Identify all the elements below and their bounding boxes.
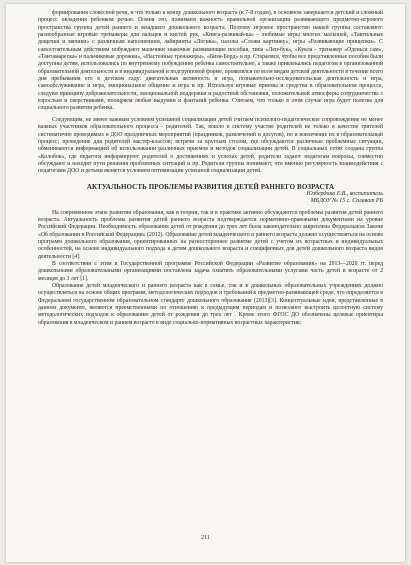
body-paragraph: Образование детей младенческого и раннего возраста как в семье, так и в дошкольных образовательных учреждениях должно осуществляться на основе общих программ, методологических подходов и требований к предметно-развивающей среде, что определяется в Федеральном государственном образовательном стандарте дошкольного образования (2013)[3]. Концептуальные идеи, представленные в данном документе, являются преемственными по отношению к предыдущим периодам и позволяют выстроить целостную систему методологических подходов к образованию детей от рождения до трех лет . Кроме этого ФГОС ДО обозначены целевые ориентиры образования в младенческом и раннем возрасте в виде социально-нормативных возрастных характеристик: [38,283,383,326]
page-content [38,10,383,327]
body-paragraph: На современном этапе развития образования, как в теории, так и в практике активно обсуждаются проблемы развития детей раннего возраста. Актуальность проблемы развития детей раннего возраста подтверждается нормативно-правовыми документами на уровне Российской Федерации. Необходимость образования детей от рождения до трех лет была законодательно закреплена Федеральном Законе «Об образовании в Российской Федерации» (2012). Образование детей младенческого и раннего возраста должно осуществляться на основе программ дошкольного образования, ориентированных на разностороннее развитие детей с учетом их возрастных и индивидуальных особенностей, на основе индивидуального подхода к детям дошкольного возраста и специфичных для детей дошкольного возраста видов деятельности [4]. [38,209,383,260]
article-organization: МБДОУ № 15 с. Салават РБ [310,198,383,205]
body-paragraph: Следующим, не менее важным условием успешной социализации детей считаем психолого-педагогическое сопровождение не менее важных участников образовательного процесса - родителей. Так, вошло в систему участие родителей не только в качестве зрителей систематично проводимых в ДОО праздничных мероприятий (праздников, развлечений и досугов), но и вовлечение их в образовательный процесс; проведение для родителей мастер-классов; встречи за круглым столом, где обсуждаются различные проблемные ситуации, обмениваются информацией об использовании различных приемов и методов социализации детей. В социальных сетях создана группа «Колобок», где педагоги информируют родителей о достижениях и успехах детей, родители задают педагогам вопросы, совместно обсуждают и находят пути решения проблемных ситуаций и пр. Родители группы понимают, что именно регулярность взаимодействия с педагогами ДОО и детьми является условием оптимизации успешной социализации детей. [38,116,383,175]
body-paragraph: формирования словесной речи, и что только к концу дошкольного возраста (к 7-8 годам), в основном завершается детский и сложный процесс овладения ребенком речью. Помня это, понимаем важность правильной организации развивающего предметно-игрового пространства группы детей раннего и младшего дошкольного возраста. Поэтому игровое пространство нашей группы составляют: разнообразные игровые тренажеры для пальцев и кистей рук, «Книга-развивай-ка» - любимые игры многих малышей, «Тактильные дощечки и мячики» с различным наполнением, лабиринты «Логика», паззлы «Сложи картинку», игры «Развивающие прищепки». С самостоятельным действиям побуждают мальчики знакомые развивающие пособия, типа «Леп-бук», «Кукла - тренажер «Оденься сам», «Тантамареска» и пальчиковые дорожки», «Настенные тренажеры», «Бизи-Борд» и пр. Стараемся, чтобы все представленные пособия были доступны детям, использовались по внутреннему побуждению ребенка самостоятельно, а также привлекались педагогом в организованной образовательной деятельности и в индивидуальной и подгрупповой форме, проявлялся по всем видам детской деятельности в течение всего дня пребывания его в детском саду: двигательная активность и игра, познавательно-исследовательская деятельность и игра, самообслуживание и игра, эмоциональное общение и игра и пр. Используя игровые приемы и средства в образовательном процессе, следуем принципу доброжелательности, эмоциональной поддержки и радостной обстановки, положительной атмосферы сотрудничества с взрослым и сверстниками, поощряем любые выдумки и фантазий ребенка. Считаем, что только в этом случае игра будет полезна для социального развития ребенка. [38,10,383,112]
article-title: АКТУАЛЬНОСТЬ ПРОБЛЕМЫ РАЗВИТИЯ ДЕТЕЙ РАННЕГО ВОЗРАСТА [86,182,335,191]
article-author: Юзбердина Е.В., воспитатель [306,190,383,197]
page-number: 211 [201,535,210,541]
document-page [6,4,405,562]
body-paragraph: В соответствии с этим в Государственной программе Российской Федерации «Развитие образования» на 2013—2020 гг. перед дошкольными образовательными организациями поставлена задача охватить образовательными услугами часть детей в возрасте от 2 месяцев до 3 лет [1]. [38,260,383,282]
